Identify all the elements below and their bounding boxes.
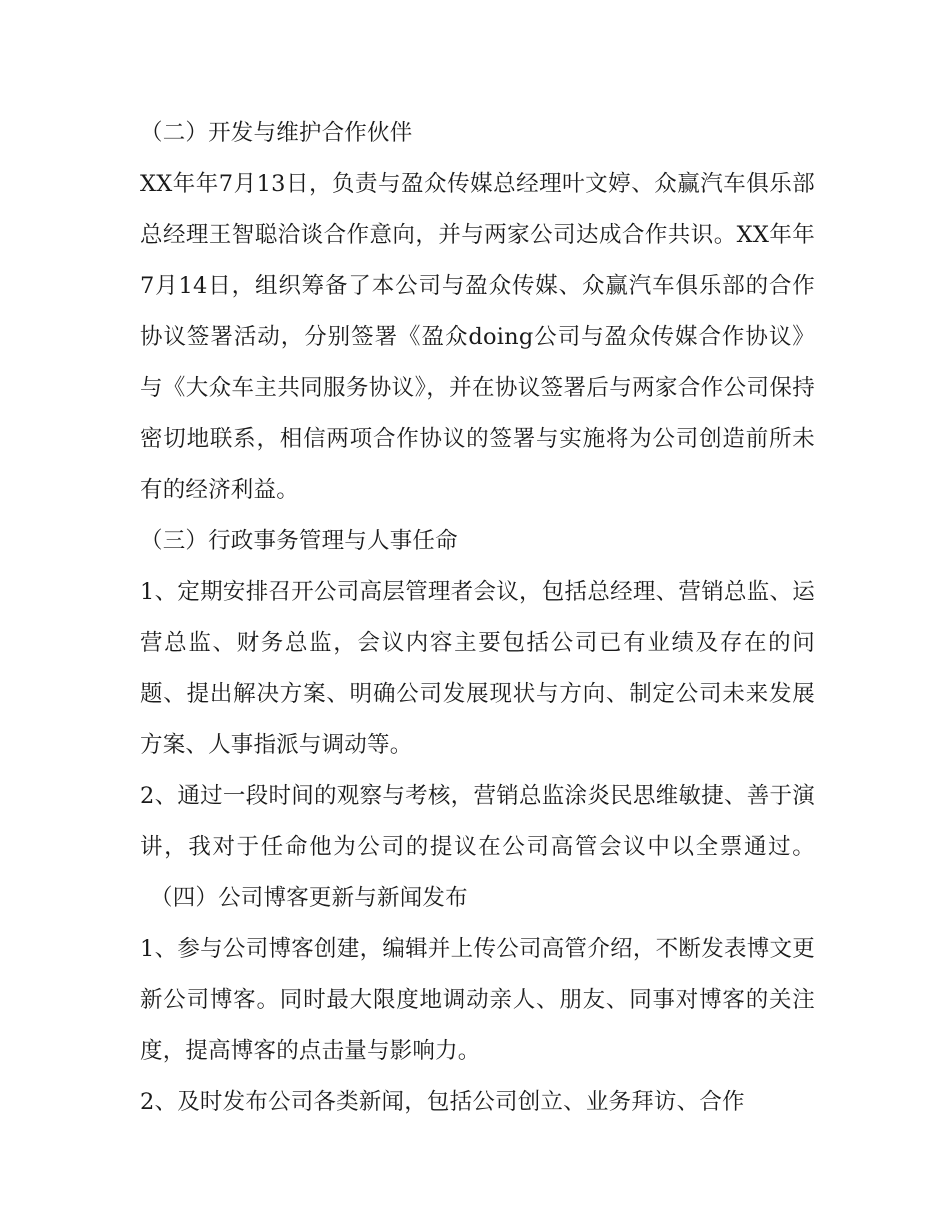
document-body	[140, 108, 815, 1128]
section-4-title: （四）公司博客更新与新闻发布	[150, 885, 468, 911]
section-4-item-2: 2、及时发布公司各类新闻，包括公司创立、业务拜访、合作	[140, 1089, 745, 1115]
section-3-item-2: 2、通过一段时间的观察与考核，营销总监涂炎民思维敏捷、善于演讲，我对于任命他为公司的提议在公司高管会议中以全票通过。	[140, 783, 815, 860]
section-3-item-2-paragraph	[140, 771, 815, 924]
section-2-paragraph: XX年年7月13日，负责与盈众传媒总经理叶文婷、众赢汽车俱乐部总经理王智聪洽谈合作意向，并与两家公司达成合作共识。XX年年7月14日，组织筹备了本公司与盈众传媒、众赢汽车俱乐部的合作协议签署活动，分别签署《盈众doing公司与盈众传媒合作协议》与《大众车主共同服务协议》，并在协议签署后与两家合作公司保持密切地联系，相信两项合作协议的签署与实施将为公司创造前所未有的经济利益。	[140, 171, 815, 503]
section-3-title: （三）行政事务管理与人事任命	[140, 528, 458, 554]
section-2-title: （二）开发与维护合作伙伴	[140, 120, 413, 146]
section-4-item-1: 1、参与公司博客创建，编辑并上传公司高管介绍，不断发表博文更新公司博客。同时最大限度地调动亲人、朋友、同事对博客的关注度，提高博客的点击量与影响力。	[140, 936, 815, 1064]
section-3-item-1: 1、定期安排召开公司高层管理者会议，包括总经理、营销总监、运营总监、财务总监，会议内容主要包括公司已有业绩及存在的问题、提出解决方案、明确公司发展现状与方向、制定公司未来发展方案、人事指派与调动等。	[140, 579, 815, 758]
